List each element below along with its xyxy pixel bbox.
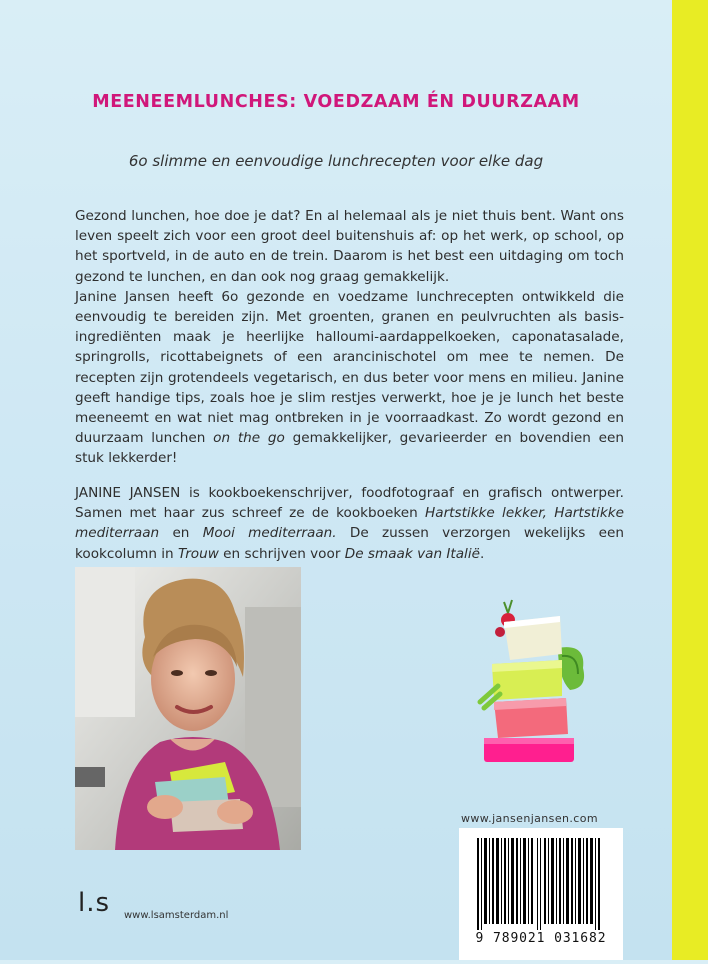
book-title: Mooi mediterraan. [202,525,337,542]
blurb-emphasis: on the go [213,430,285,447]
author-photo [75,567,301,850]
publisher-logo: l.s [78,888,111,918]
bio-text: . [479,545,485,562]
blurb [75,206,624,469]
bio-text: en [159,525,203,542]
author-website[interactable]: www.jansenjansen.com [461,812,598,825]
bio-text: De zussen verzorgen wekelijks een kookcolumn in [75,525,624,562]
bio-text: en schrijven voor [218,545,345,562]
lunchbox-stack-illustration [458,598,588,764]
bio-text: JANINE JANSEN is kookboekenschrijver, foodfotograaf en grafisch ontwerper. Samen met haar zus schreef ze de kookboeken [75,485,624,522]
blurb-text: Janine Jansen heeft 6o gezonde en voedzame lunchrecepten ontwikkeld die eenvoudig te bereiden zijn. Met groenten, granen en peulvruchten als basisingrediënten maak je heerlijke halloumi-aardappelkoeken, caponatasalade, springrolls, ricottabeignets of een arancinischotel om mee te nemen. De recepten zijn grotendeels vegetarisch, en dus beter voor mens en milieu. Janine geeft handige tips, zoals hoe je slim restjes verwerkt, hoe je je lunch het beste meeneemt en wat niet mag ontbreken in je voorraadkast. Zo wordt gezond en duurzaam lunchen [75,288,624,447]
cover-subtitle: 6o slimme en eenvoudige lunchrecepten voor elke dag [128,152,544,170]
blurb-paragraph-2 [75,287,624,469]
barcode [459,828,623,960]
newspaper-title: Trouw [177,545,219,562]
book-title: Hartstikke lekker, Hartstikke mediterraan [75,505,624,542]
author-bio [75,483,624,564]
author-bio-paragraph [75,483,624,564]
magazine-title: De smaak van Italië [344,545,480,562]
publisher-url[interactable]: www.lsamsterdam.nl [124,910,229,921]
blurb-paragraph-1: Gezond lunchen, hoe doe je dat? En al helemaal als je niet thuis bent. Want ons leven speelt zich voor een groot deel buitenshuis af: op het werk, op school, op het sportveld, in de auto en de trein. Daarom is het best een uitdaging om toch gezond te lunchen, en dan ook nog graag gemakkelijk. [75,208,624,285]
cover-title: MEENEEMLUNCHES: VOEDZAAM ÉN DUURZAAM [92,92,580,112]
book-spine-strip [672,0,708,960]
blurb-text: gemakkelijker, gevarieerder en bovendien een stuk lekkerder! [75,430,624,467]
barcode-number: 9 789021 031682 [475,931,607,946]
